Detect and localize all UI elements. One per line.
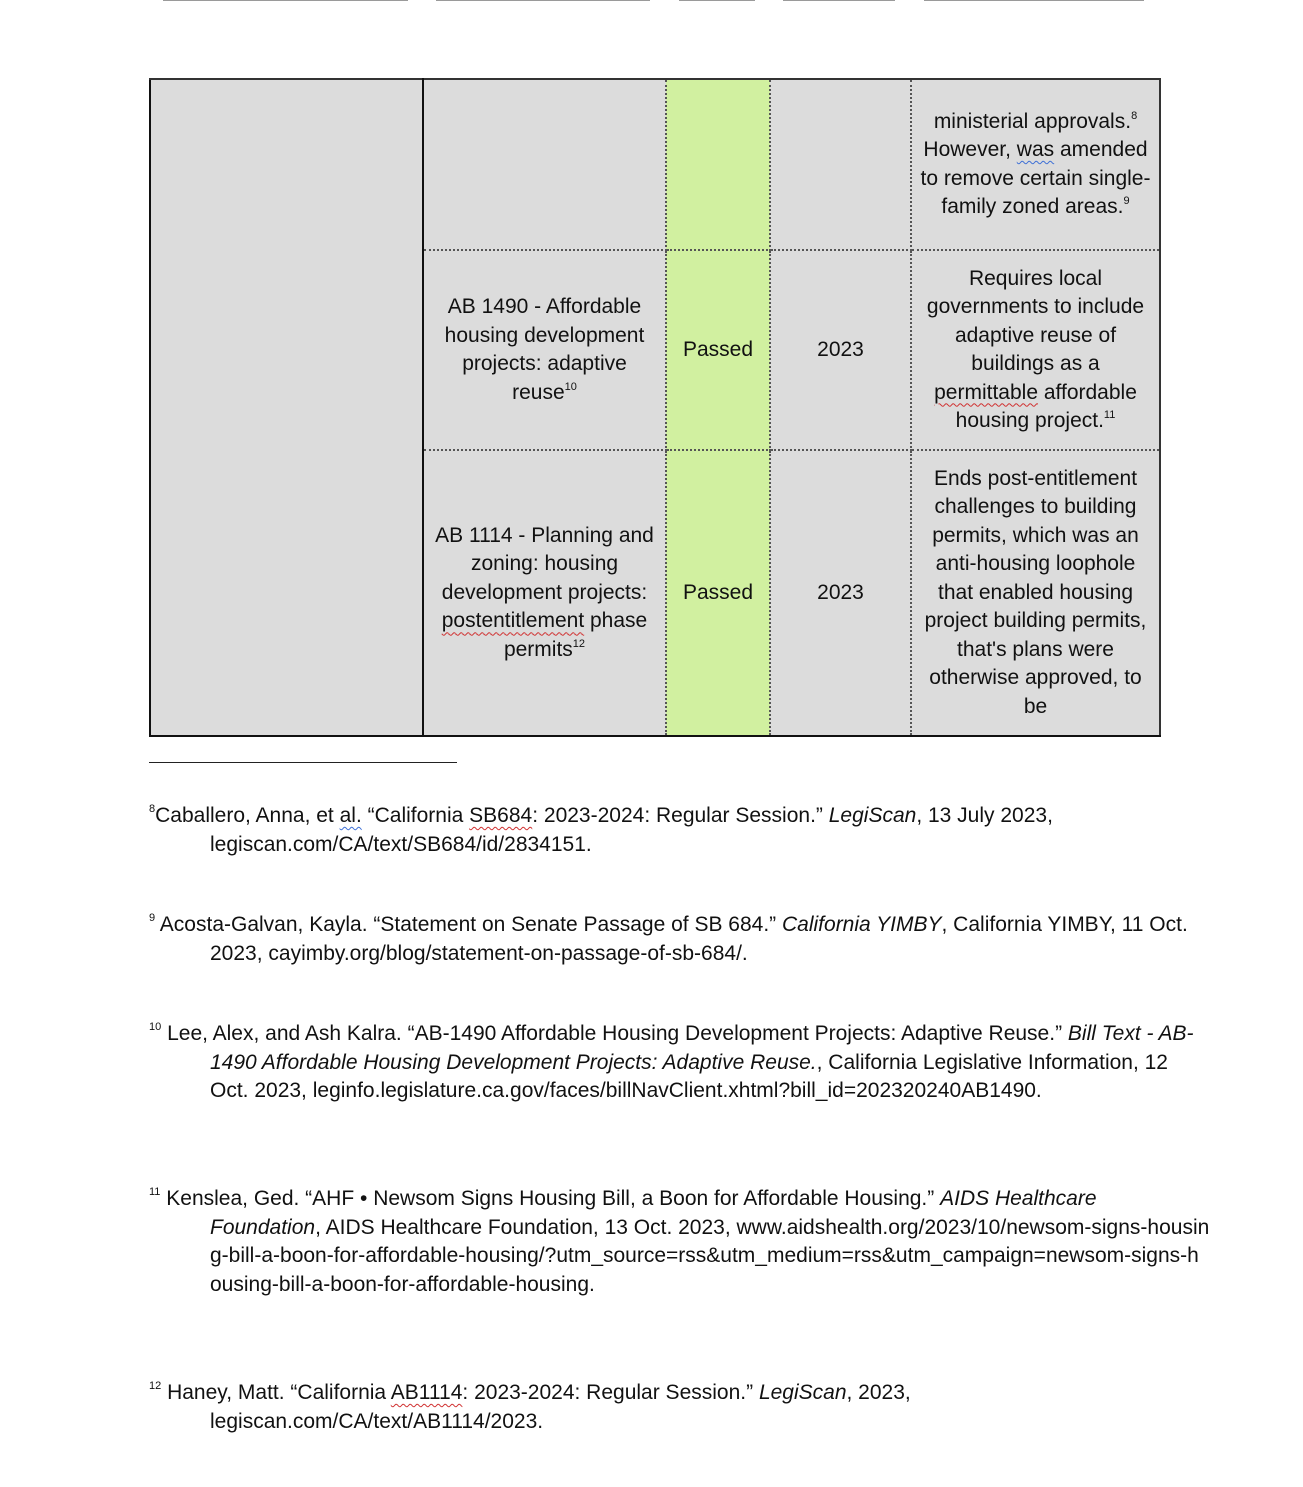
source-title: AIDS Healthcare Foundation (210, 1187, 1097, 1239)
text-run: , California Legislative Information, 12 Oct. 2023, leginfo.legislature.ca.gov/faces/billNavClient.xhtml?bill_id=202320240AB1490. (210, 1050, 1168, 1102)
spellcheck-word: permittable (934, 380, 1039, 404)
text-run: Acosta-Galvan, Kayla. “Statement on Senate Passage of SB 684.” (155, 913, 782, 936)
top-rule (924, 0, 1144, 1)
status-cell: Passed (666, 250, 770, 450)
text-run: affordable housing project. (955, 380, 1137, 432)
text-run: Haney, Matt. “California (161, 1381, 391, 1404)
text-run: phase permits (503, 609, 648, 661)
text-run: Caballero, Anna, et (155, 804, 340, 827)
spellcheck-word: al. (339, 804, 362, 827)
text-run: However, (923, 138, 1017, 161)
text-run: Lee, Alex, and Ash Kalra. “AB-1490 Affordable Housing Development Projects: Adaptive Reuse.” (161, 1022, 1068, 1045)
text-run: “California (361, 804, 470, 827)
table-row (150, 79, 1160, 250)
text-run: , 2023, legiscan.com/CA/text/AB1114/2023. (210, 1381, 911, 1433)
footnote-ref: 9 (1123, 195, 1130, 207)
footnote-number: 12 (149, 1380, 162, 1392)
footnote-8 (149, 802, 1210, 859)
description-cell (911, 250, 1160, 450)
status-cell: Passed (666, 450, 770, 736)
footnote-number: 9 (149, 912, 156, 924)
footnote-ref: 8 (1131, 109, 1138, 122)
year-cell: 2023 (770, 450, 911, 736)
source-title: California YIMBY (782, 913, 942, 936)
footnote-10 (149, 1020, 1210, 1106)
text-run: , 13 July 2023, legiscan.com/CA/text/SB684/id/2834151. (210, 804, 1053, 856)
url-text: www.aidshealth.org/2023/10/newsom-signs-housing-bill-a-boon-for-affordable-housing/?utm_source=rss&utm_medium=rss&utm_campaign=newsom-signs-housing-bill-a-boon-for-affordable-housing. (210, 1215, 1210, 1296)
legislation-table (149, 78, 1161, 737)
category-cell (150, 79, 423, 736)
top-rule (436, 0, 650, 1)
source-title: LegiScan (758, 1381, 847, 1404)
description-cell (911, 450, 1160, 736)
text-run: AB 1490 - Affordable housing development projects: adaptive reuse (444, 295, 645, 404)
source-title: LegiScan (828, 804, 917, 827)
footnote-number: 8 (149, 803, 156, 815)
year-cell (770, 79, 911, 250)
footnote-number: 10 (149, 1021, 162, 1033)
text-run: amended to remove certain single-family zoned areas. (920, 138, 1151, 218)
text-run: , California YIMBY, 11 Oct. 2023, cayimby.org/blog/statement-on-passage-of-sb-684/. (210, 913, 1188, 965)
status-cell (666, 79, 770, 250)
year-cell: 2023 (770, 250, 911, 450)
footnote-number: 11 (149, 1186, 161, 1198)
spellcheck-word: was (1016, 138, 1055, 161)
source-title: Bill Text - AB-1490 Affordable Housing Development Projects: Adaptive Reuse. (210, 1022, 1194, 1074)
spellcheck-word: AB1114 (390, 1381, 463, 1404)
text-run: , AIDS Healthcare Foundation, 13 Oct. 2023, (315, 1215, 737, 1239)
bill-cell (423, 250, 666, 450)
text-run: : 2023-2024: Regular Session.” (462, 1381, 759, 1404)
top-rule (679, 0, 755, 1)
text-run: Ends post-entitlement challenges to building permits, which was an anti-housing loophole that enabled housing project building permits, that's plans were otherwise approved, to be (924, 466, 1147, 718)
top-rule (783, 0, 895, 1)
footnote-ref: 11 (1103, 409, 1116, 421)
text-run: Kenslea, Ged. “AHF • Newsom Signs Housing Bill, a Boon for Affordable Housing.” (160, 1187, 941, 1210)
spellcheck-word: postentitlement (441, 609, 585, 633)
footnote-11 (149, 1185, 1210, 1299)
footnote-12 (149, 1379, 1210, 1436)
bill-cell (423, 79, 666, 250)
text-run: : 2023-2024: Regular Session.” (532, 804, 829, 827)
text-run: ministerial approvals. (933, 109, 1132, 133)
footnote-9 (149, 911, 1210, 968)
spellcheck-word: SB684 (469, 804, 533, 827)
top-rule (163, 0, 408, 1)
footnote-ref: 12 (572, 637, 586, 650)
text-run: AB 1114 - Planning and zoning: housing development projects: (435, 523, 654, 604)
footnote-separator (149, 762, 457, 763)
bill-cell (423, 450, 666, 736)
text-run: Requires local governments to include adaptive reuse of buildings as a (926, 266, 1145, 375)
footnote-ref: 10 (564, 380, 577, 393)
description-cell (911, 79, 1160, 250)
